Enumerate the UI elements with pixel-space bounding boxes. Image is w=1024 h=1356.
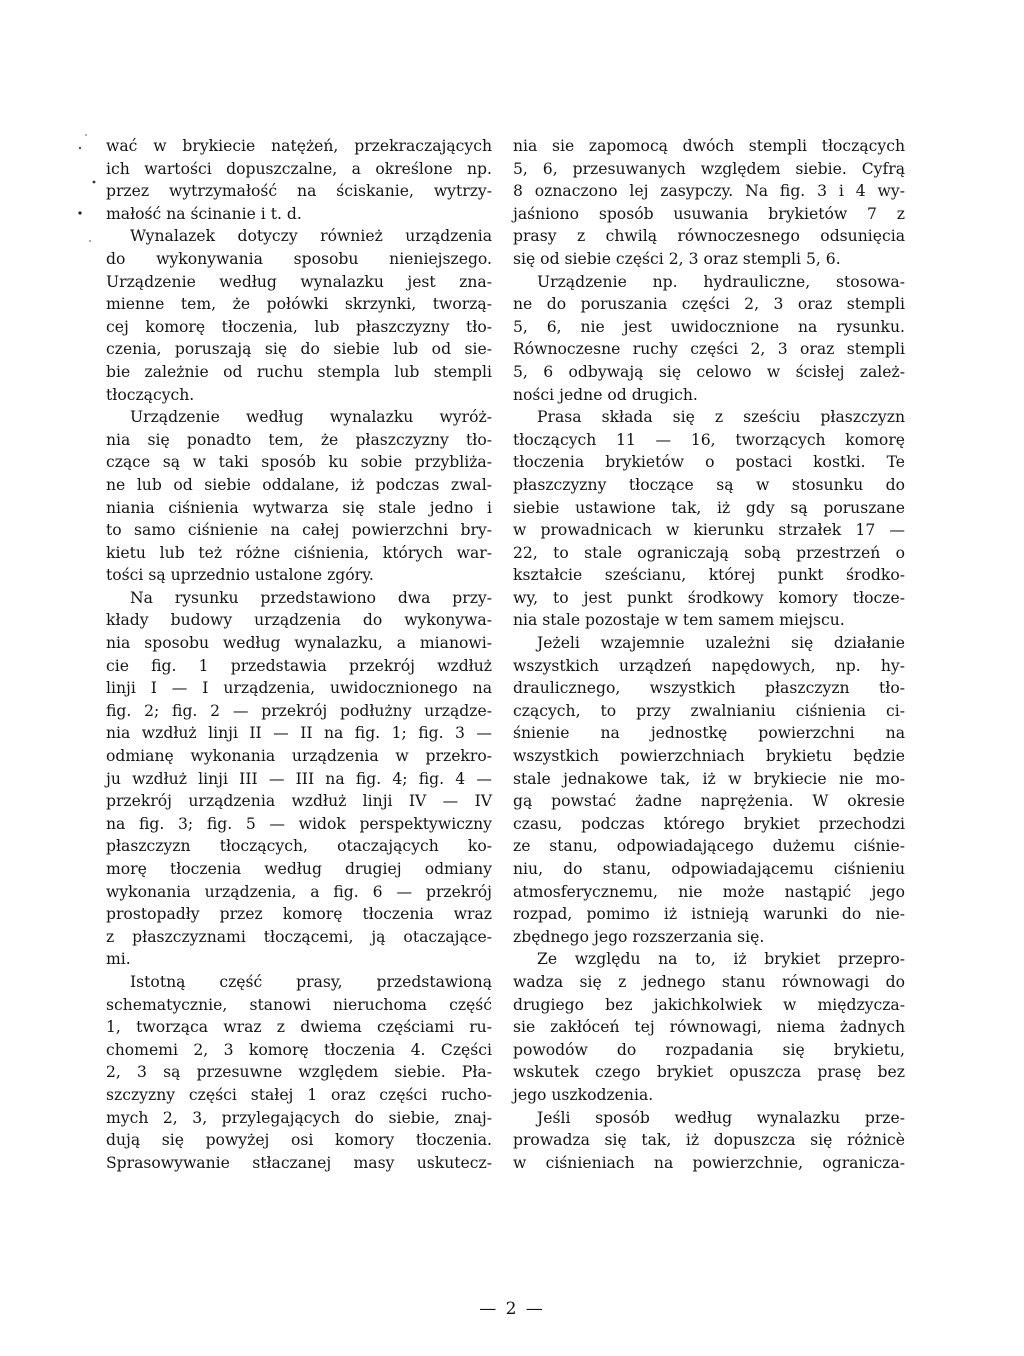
text-line: cie fig. 1 przedstawia przekrój wzdłuż [106,656,492,675]
page-number: — 2 — [479,1299,545,1319]
text-line: nia stale pozostaje w tem samem miejscu. [513,611,845,630]
text-line: Jeżeli wzajemnie uzależni się działanie [537,634,905,653]
text-line: nia się ponadto tem, że płaszczyzny tło- [106,430,492,449]
text-line: wykonania urządzenia, a fig. 6 — przekrój [106,882,492,901]
text-line: z płaszczyznami tłoczącemi, ją otaczające- [106,927,492,946]
text-line: chomemi 2, 3 komorę tłoczenia 4. Części [106,1040,492,1059]
text-line: kształcie sześcianu, której punkt środko- [513,566,905,585]
text-line: Urządzenie np. hydrauliczne, stosowa- [537,272,905,291]
text-line: tłoczących. [106,385,195,404]
text-line: śnienie na jednostkę powierzchni na [513,724,905,743]
text-line: morę tłoczenia według drugiej odmiany [106,860,492,878]
text-line: jaśniono sposób usuwania brykietów 7 z [513,204,905,223]
text-line: to samo ciśnienie na całej powierzchni bry- [106,521,492,540]
text-line: ne lub od siebie oddalane, iż podczas zwal- [106,475,492,494]
text-line: niania ciśnienia wytwarza się stale jedno i [106,498,492,517]
text-line: 2, 3 są przesuwne względem siebie. Pła- [106,1063,492,1082]
text-line: rozpad, pomimo iż istnieją warunki do nie- [513,905,905,924]
text-line: kietu lub też różne ciśnienia, których war- [106,543,492,562]
text-line: 5, 6 odbywają się celowo w ścisłej zależ- [513,362,905,381]
text-line: 5, 6, przesuwanych względem siebie. Cyfrą [513,159,905,178]
text-line: szczyzny części stałej 1 oraz części rucho- [106,1085,492,1104]
text-line: bie zależnie od ruchu stempla lub stempli [106,362,492,381]
text-line: się od siebie części 2, 3 oraz stempli 5, 6. [513,249,841,268]
text-line: w prowadnicach w kierunku strzałek 17 — [513,521,905,540]
text-line: nia wzdłuż linji II — II na fig. 1; fig. 3 — [106,724,492,743]
text-line: dują się powyżej osi komory tłoczenia. [106,1131,492,1150]
text-line: przez wytrzymałość na ściskanie, wytrzy- [106,182,492,201]
text-line: ności jedne od drugich. [513,385,698,404]
text-line: na fig. 3; fig. 5 — widok perspektywiczny [106,814,492,833]
text-line: tłoczenia brykietów o postaci kostki. Te [513,453,905,472]
text-line: 1, tworząca wraz z dwiema częściami ru- [106,1018,492,1037]
text-line: gą powstać żadne naprężenia. W okresie [513,792,905,811]
text-line: odmianę wykonania urządzenia w przekro- [106,747,492,766]
text-line: Ze względu na to, iż brykiet przepro- [537,950,905,969]
speck [79,147,81,149]
speck [85,134,87,136]
text-line: czasu, podczas którego brykiet przechodzi [513,814,905,833]
text-line: linji I — I urządzenia, uwidocznionego na [106,679,492,698]
text-line: mych 2, 3, przylegających do siebie, znaj- [106,1108,492,1127]
text-line: 22, to stale ograniczają sobą przestrzeń o [513,543,905,562]
text-line: powodów do rozpadania się brykietu, [513,1040,905,1059]
text-line: tości są uprzednio ustalone zgóry. [106,566,374,585]
text-line: płaszczyzny tłoczące są w stosunku do [513,475,905,494]
left-column [106,135,492,1174]
text-line: 5, 6, nie jest uwidocznione na rysunku. [513,317,905,336]
text-line: nia sposobu według wynalazku, a mianowi- [106,634,492,653]
text-line: Prasa składa się z sześciu płaszczyzn [537,408,905,427]
text-line: atmosferycznemu, nie może nastąpić jego [513,882,905,901]
text-line: Urządzenie według wynalazku wyróż- [130,408,492,427]
speck [93,181,96,184]
text-line: wy, to jest punkt środkowy komory tłocze- [513,588,905,607]
text-line: przekrój urządzenia wzdłuż linji IV — IV [106,792,492,811]
text-line: jego uszkodzenia. [513,1085,654,1104]
text-line: sie zakłóceń tej równowagi, niema żadnych [513,1018,905,1037]
text-line: siebie ustawione tak, iż gdy są poruszane [513,498,905,517]
right-column [513,135,905,1174]
text-line: ze stanu, odpowiadającego dużemu ciśnie- [513,837,905,856]
text-line: cej komorę tłoczenia, lub płaszczyzny tło- [106,317,492,336]
text-line: 8 oznaczono lej zasypczy. Na fig. 3 i 4 wy- [513,182,905,201]
text-line: płaszczyzn tłoczących, otaczających ko- [106,837,492,856]
text-line: fig. 2; fig. 2 — przekrój podłużny urządze- [106,701,492,720]
speck [78,211,81,214]
text-line: tłoczących 11 — 16, tworzących komorę [513,430,905,449]
text-line: Równoczesne ruchy części 2, 3 oraz stempli [513,340,905,359]
text-line: małość na ścinanie i t. d. [106,204,302,223]
text-line: Jeśli sposób według wynalazku prze- [537,1108,905,1127]
speck [89,240,91,242]
text-line: draulicznego, wszystkich płaszczyzn tło- [513,679,905,698]
text-line: prostopadły przez komorę tłoczenia wraz [106,905,492,924]
text-line: niu, do stanu, odpowiadającemu ciśnieniu [513,860,905,878]
text-line: czenia, poruszają się do siebie lub od sie- [106,340,492,359]
text-line: ju wzdłuż linji III — III na fig. 4; fig. 4 — [106,769,492,788]
text-line: zbędnego jego rozszerzania się. [513,927,765,946]
text-line: wszystkich urządzeń napędowych, np. hy- [513,656,905,675]
text-line: w ciśnieniach na powierzchnie, ogranicza- [513,1153,905,1172]
text-line: do wykonywania sposobu nieniejszego. [106,249,492,268]
text-line: wadza się z jednego stanu równowagi do [513,972,905,991]
text-line: nia sie zapomocą dwóch stempli tłoczących [513,137,905,155]
text-line: prowadza się tak, iż dopuszcza się różnicè [513,1131,905,1150]
text-line: wać w brykiecie natężeń, przekraczających [106,137,492,155]
text-line: prasy z chwilą równoczesnego odsunięcia [513,227,905,246]
text-line: kłady budowy urządzenia do wykonywa- [106,611,492,630]
text-line: mi. [106,950,131,969]
text-line: czące są w taki sposób ku sobie przybliża- [106,453,492,472]
text-line: drugiego bez jakichkolwiek w międzycza- [513,995,905,1014]
text-line: ich wartości dopuszczalne, a określone np. [106,159,492,178]
text-line: wskutek czego brykiet opuszcza prasę bez [513,1063,905,1082]
text-line: czących, to przy zwalnianiu ciśnienia ci- [513,701,905,720]
text-line: Na rysunku przedstawiono dwa przy- [130,588,492,607]
text-line: Wynalazek dotyczy również urządzenia [130,227,492,246]
text-line: mienne tem, że połówki skrzynki, tworzą- [106,295,492,314]
text-line: Sprasowywanie stłaczanej masy uskutecz- [106,1153,492,1172]
text-line: schematycznie, stanowi nieruchoma część [106,995,492,1014]
text-line: Istotną część prasy, przedstawioną [130,972,492,991]
text-line: ne do poruszania części 2, 3 oraz stempli [513,295,905,314]
text-line: Urządzenie według wynalazku jest zna- [106,272,492,291]
text-line: stale jednakowe tak, iż w brykiecie nie mo- [513,769,905,788]
text-line: wszystkich powierzchniach brykietu będzie [513,747,905,766]
